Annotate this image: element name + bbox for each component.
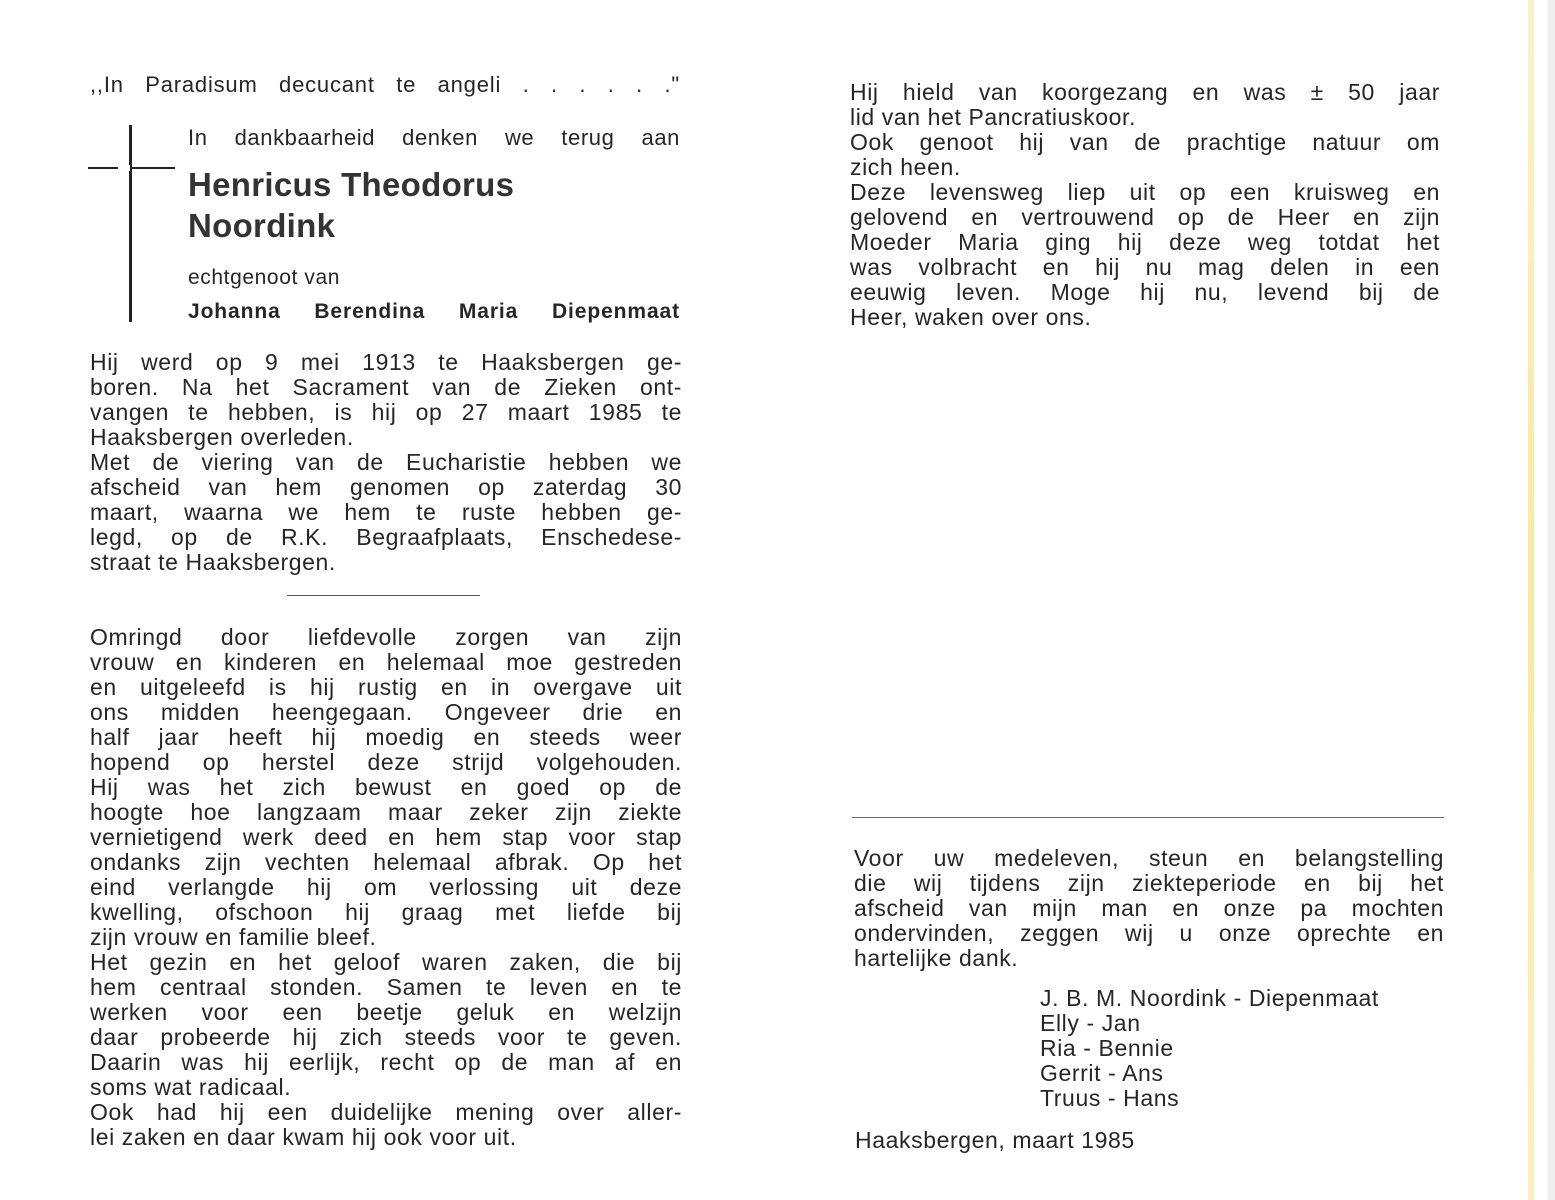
thanks-paragraph (854, 846, 1444, 971)
thanks-line: afscheid van mijn man en onze pa mochten (854, 895, 1444, 921)
paragraph2-line: Daarin was hij eerlijk, recht op de man af en (90, 1049, 682, 1075)
paragraph1-line: maart, waarna we hem te ruste hebben ge- (90, 499, 682, 525)
thanks-line: Voor uw medeleven, steun en belangstelling (854, 845, 1444, 871)
paragraph2-line: zijn vrouw en familie bleef. (90, 924, 377, 950)
paragraph2-line: kwelling, ofschoon hij graag met liefde bij (90, 899, 682, 925)
divider (852, 817, 1444, 818)
family-line: Truus - Hans (1040, 1085, 1180, 1111)
cross-icon-gap (118, 165, 130, 171)
divider (287, 595, 480, 596)
right-paragraph-line: Heer, waken over ons. (850, 304, 1092, 330)
right-paragraph-line: was volbracht en hij nu mag delen in een (850, 254, 1440, 280)
paragraph2-line: eind verlangde hij om verlossing uit deze (90, 874, 682, 900)
scan-edge-border (1548, 0, 1555, 1200)
cross-icon-horizontal (88, 167, 175, 169)
family-signatures (1040, 986, 1379, 1111)
paragraph2-line: Hij was het zich bewust en goed op de (90, 774, 682, 800)
paragraph2-line: Ook had hij een duidelijke mening over aller- (90, 1099, 682, 1125)
right-paragraph-line: gelovend en vertrouwend op de Heer en zijn (850, 204, 1440, 230)
paragraph1-line: Haaksbergen overleden. (90, 424, 354, 450)
right-paragraph (850, 80, 1440, 330)
scan-edge (1528, 0, 1534, 1200)
thanks-line: hartelijke dank. (854, 945, 1019, 971)
right-paragraph-line: Hij hield van koorgezang en was ± 50 jaar (850, 79, 1440, 105)
biography-paragraph (90, 350, 682, 575)
opening-quote: ,,In Paradisum decucant te angeli . . . . . ." (90, 72, 680, 97)
right-paragraph-line: Ook genoot hij van de prachtige natuur om (850, 129, 1440, 155)
paragraph2-line: hopend op herstel deze strijd volgehouden. (90, 749, 682, 775)
paragraph2-line: en uitgeleefd is hij rustig en in overgave uit (90, 674, 682, 700)
paragraph2-line: ondanks zijn vechten helemaal afbrak. Op het (90, 849, 682, 875)
paragraph2-line: daar probeerde hij zich steeds voor te geven. (90, 1024, 682, 1050)
thanks-line: die wij tijdens zijn ziekteperiode en bij het (854, 870, 1444, 896)
paragraph1-line: straat te Haaksbergen. (90, 549, 336, 575)
paragraph2-line: Omringd door liefdevolle zorgen van zijn (90, 624, 682, 650)
paragraph2-line: werken voor een beetje geluk en welzijn (90, 999, 682, 1025)
paragraph1-line: Met de viering van de Eucharistie hebben we (90, 449, 682, 475)
cross-icon-vertical (129, 125, 132, 322)
right-paragraph-line: lid van het Pancratiuskoor. (850, 104, 1136, 130)
intro-line: In dankbaarheid denken we terug aan (188, 125, 680, 150)
paragraph2-line: soms wat radicaal. (90, 1074, 292, 1100)
paragraph1-line: Hij werd op 9 mei 1913 te Haaksbergen ge- (90, 349, 682, 375)
paragraph2-line: lei zaken en daar kwam hij ook voor uit. (90, 1124, 517, 1150)
right-paragraph-line: zich heen. (850, 154, 961, 180)
paragraph1-line: boren. Na het Sacrament van de Zieken ont- (90, 374, 682, 400)
paragraph1-line: legd, op de R.K. Begraafplaats, Enschedese- (90, 524, 682, 550)
place-date: Haaksbergen, maart 1985 (855, 1127, 1135, 1153)
right-paragraph-line: Moeder Maria ging hij deze weg totdat het (850, 229, 1440, 255)
family-line: Gerrit - Ans (1040, 1060, 1164, 1086)
paragraph2-line: vernietigend werk deed en hem stap voor stap (90, 824, 682, 850)
paragraph2-line: hoogte hoe langzaam maar zeker zijn ziekte (90, 799, 682, 825)
right-paragraph-line: eeuwig leven. Moge hij nu, levend bij de (850, 279, 1440, 305)
paragraph2-line: vrouw en kinderen en helemaal moe gestreden (90, 649, 682, 675)
spouse-label: echtgenoot van (188, 266, 341, 289)
paragraph2-line: half jaar heeft hij moedig en steeds weer (90, 724, 682, 750)
paragraph2-line: ons midden heengegaan. Ongeveer drie en (90, 699, 682, 725)
thanks-line: ondervinden, zeggen wij u onze oprechte en (854, 920, 1444, 946)
deceased-name-first: Henricus Theodorus (188, 166, 515, 203)
deceased-name-last: Noordink (188, 207, 336, 244)
right-paragraph-line: Deze levensweg liep uit op een kruisweg en (850, 179, 1440, 205)
tribute-paragraph (90, 625, 682, 1150)
family-line: Elly - Jan (1040, 1010, 1141, 1036)
paragraph2-line: hem centraal stonden. Samen te leven en te (90, 974, 682, 1000)
paragraph1-line: afscheid van hem genomen op zaterdag 30 (90, 474, 682, 500)
spouse-name: Johanna Berendina Maria Diepenmaat (188, 300, 680, 323)
paragraph1-line: vangen te hebben, is hij op 27 maart 1985 te (90, 399, 682, 425)
family-line: J. B. M. Noordink - Diepenmaat (1040, 985, 1379, 1011)
family-line: Ria - Bennie (1040, 1035, 1174, 1061)
paragraph2-line: Het gezin en het geloof waren zaken, die bij (90, 949, 682, 975)
